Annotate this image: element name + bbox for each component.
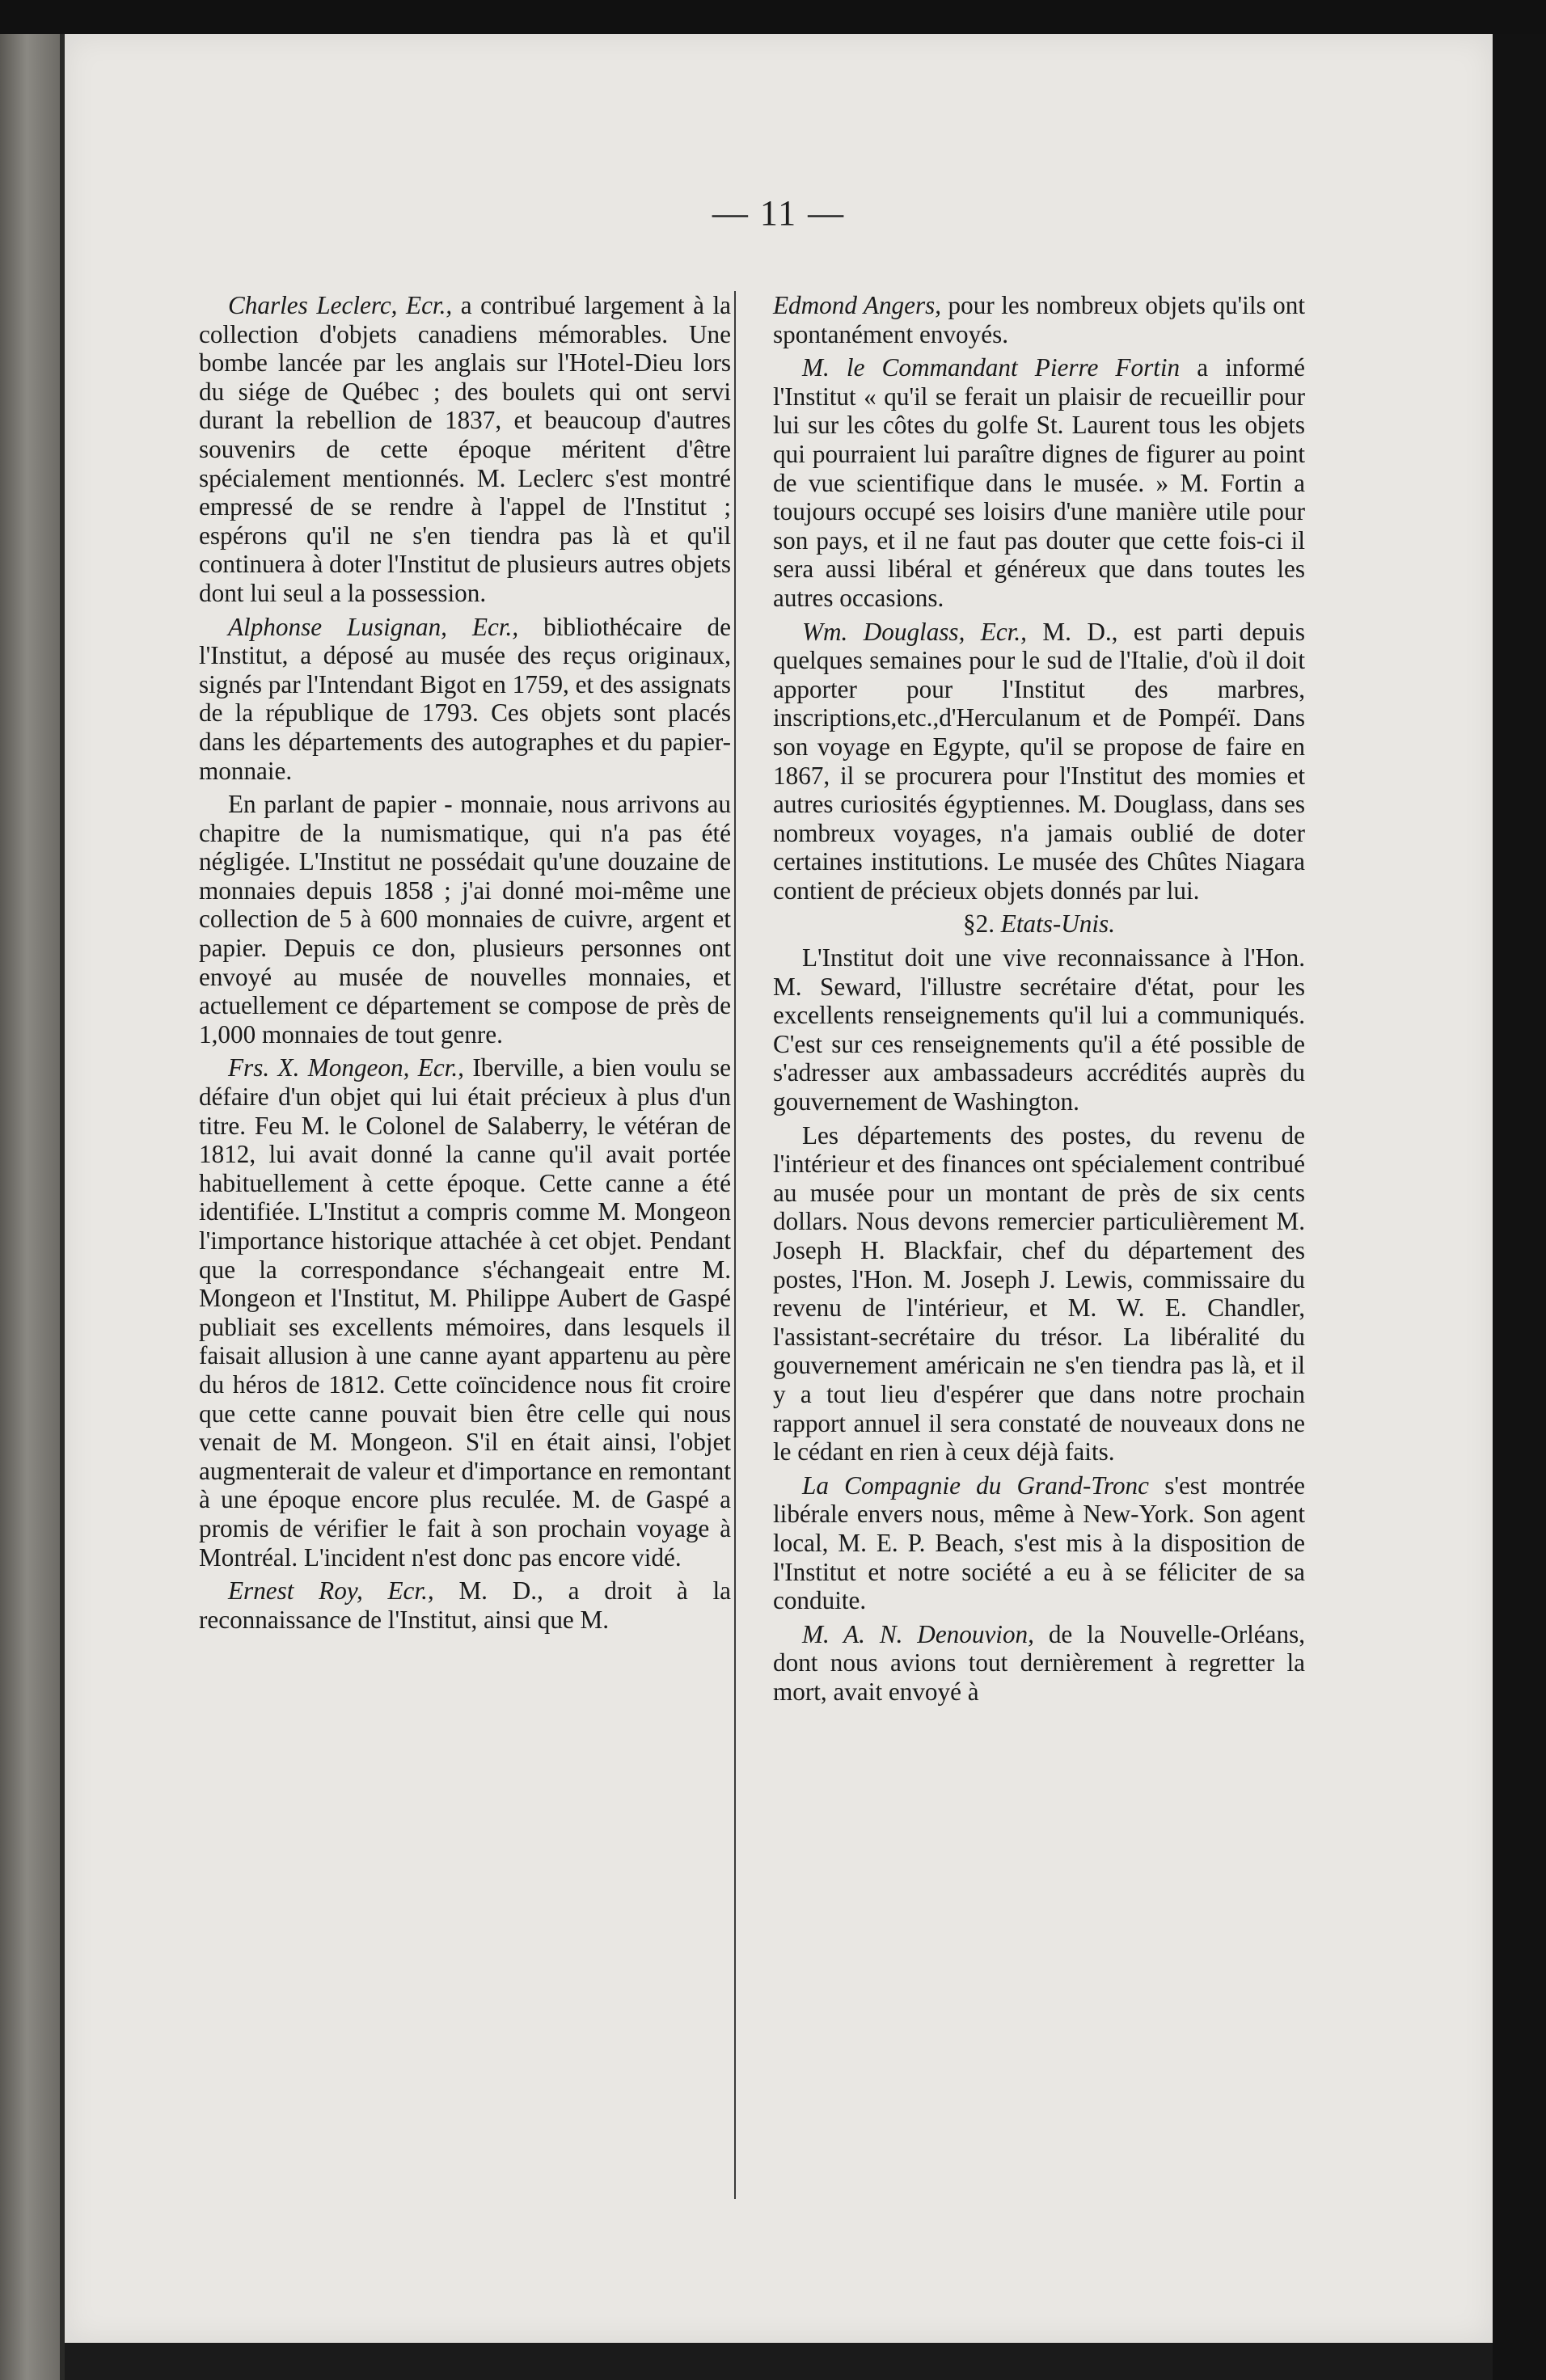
paragraph-lusignan	[199, 613, 731, 786]
donor-name: Ernest Roy, Ecr.,	[228, 1576, 434, 1606]
paragraph-text: s'est montrée libérale envers nous, même à New-York. Son agent local, M. E. P. Beach, s'est mis à la disposition de l'Institut et notre société a eu à se féliciter de sa conduite.	[773, 1471, 1305, 1615]
paragraph-fortin	[773, 353, 1305, 612]
donor-name: Frs. X. Mongeon, Ecr.,	[228, 1053, 464, 1082]
section-number: §2.	[963, 909, 995, 939]
paragraph-text: a contribué largement à la collection d'objets canadiens mémorables. Une bombe lancée par les anglais sur l'Hotel-Dieu lors du siége de Québec ; des boulets qui ont servi durant la rebellion de 1837, et beaucoup d'autres souvenirs de cette époque méritent d'être spécialement mentionnés. M. Leclerc s'est montré empressé de se rendre à l'appel de l'Institut ; espérons qu'il ne s'en tiendra pas là et qu'il continuera à doter l'Institut de plusieurs autres objets dont lui seul a la possession.	[199, 291, 732, 607]
scan-top-border	[0, 0, 1546, 34]
donor-name: M. A. N. Denouvion,	[802, 1619, 1034, 1648]
paragraph-douglass	[773, 618, 1305, 905]
paragraph-angers	[773, 291, 1305, 348]
paragraph-departements	[773, 1121, 1305, 1466]
book-page	[65, 34, 1493, 2343]
paragraph-text: a informé l'Institut « qu'il se ferait un plaisir de recueillir pour lui sur les côtes du golfe St. Laurent tous les objets qui pourraient lui paraître dignes de figurer au point de vue scientifique dans le musée. » M. Fortin a toujours occupé ses loisirs d'une manière utile pour son pays, et il ne faut pas douter que cette fois-ci il sera aussi libéral et généreux que dans toutes les autres occasions.	[773, 353, 1305, 612]
donor-name: M. le Commandant Pierre Fortin	[802, 353, 1181, 382]
right-column	[773, 291, 1305, 1711]
paragraph-text: bibliothécaire de l'Institut, a déposé au musée des reçus originaux, signés par l'Intendant Bigot en 1759, et des assignats de la république de 1793. Ces objets sont placés dans les départements des autographes et du papier-monnaie.	[199, 612, 731, 785]
donor-name: Edmond Angers,	[773, 291, 942, 319]
paragraph-denouvion	[773, 1620, 1305, 1707]
paragraph-text: L'Institut doit une vive reconnaissance à l'Hon. M. Seward, l'illustre secrétaire d'état, pour les excellents renseignements qu'il lui a communiqués. C'est sur ces renseignements qu'il a été possible de s'adresser aux ambassadeurs accrédités auprès du gouvernement de Washington.	[773, 943, 1305, 1116]
paragraph-seward	[773, 943, 1305, 1116]
page-number: — 11 —	[712, 193, 846, 233]
paragraph-text: Iberville, a bien voulu se défaire d'un objet qui lui était précieux à plus d'un titre. Feu M. le Colonel de Salaberry, le vétéran de 1812, lui avait donné la canne qu'il avait portée habituellement à cette époque. Cette canne a été identifiée. L'Institut a compris comme M. Mongeon l'importance historique attachée à cet objet. Pendant que la correspondance s'échangeait entre M. Mongeon et l'Institut, M. Philippe Aubert de Gaspé publiait ses excellents mémoires, dans lesquels il faisait allusion à une canne ayant appartenu au père du héros de 1812. Cette coïncidence nous fit croire que cette canne pouvait bien être celle qui nous venait de M. Mongeon. S'il en était ainsi, l'objet augmenterait de valeur et d'importance en remontant à une époque encore plus reculée. M. de Gaspé a promis de vérifier le fait à son prochain voyage à Montréal. L'incident n'est donc pas encore vidé.	[199, 1053, 731, 1572]
paragraph-text: M. D., a droit à la reconnaissance de l'Institut, ainsi que M.	[199, 1576, 731, 1634]
column-divider	[734, 291, 736, 2199]
paragraph-leclerc	[199, 291, 731, 608]
section-heading	[773, 909, 1305, 939]
paragraph-text: En parlant de papier - monnaie, nous arrivons au chapitre de la numismatique, qui n'a pas été négligée. L'Institut ne possédait qu'une douzaine de monnaies depuis 1858 ; j'ai donné moi-même une collection de 5 à 600 monnaies de cuivre, argent et papier. Depuis ce don, plusieurs personnes ont envoyé au musée de nouvelles monnaies, et actuellement ce département se compose de près de 1,000 monnaies de tout genre.	[199, 790, 731, 1049]
scan-right-border	[1493, 34, 1546, 2380]
donor-name: La Compagnie du Grand-Tronc	[802, 1471, 1149, 1500]
section-title: Etats-Unis.	[1000, 909, 1115, 939]
paragraph-numismatique	[199, 790, 731, 1049]
paragraph-text: de la Nouvelle-Orléans, dont nous avions tout dernièrement à regretter la mort, avait envoyé à	[773, 1619, 1306, 1706]
paragraph-text: Les départements des postes, du revenu de l'intérieur et des finances ont spécialement contribué au musée pour un montant de près de six cents dollars. Nous devons remercier particulièrement M. Joseph H. Blackfair, chef du département des postes, l'Hon. M. Joseph J. Lewis, commissaire du revenu de l'intérieur, et M. W. E. Chandler, l'assistant-secrétaire du trésor. La libéralité du gouvernement américain ne s'en tiendra pas là, et il y a tout lieu d'espérer que dans notre prochain rapport annuel il sera constaté de nouveaux dons ne le cédant en rien à ceux déjà faits.	[773, 1120, 1305, 1466]
adjacent-page-edge	[0, 34, 60, 2380]
paragraph-text: M. D., est parti depuis quelques semaines pour le sud de l'Italie, d'où il doit apporter pour l'Institut des marbres, inscriptions,etc.,d'Herculanum et de Pompéï. Dans son voyage en Egypte, qu'il se propose de faire en 1867, il se procurera pour l'Institut des momies et autres curiosités égyptiennes. M. Douglass, dans ses nombreux voyages, n'a jamais oublié de doter certaines institutions. Le musée des Chûtes Niagara contient de précieux objets donnés par lui.	[773, 617, 1305, 905]
paragraph-roy	[199, 1576, 731, 1634]
donor-name: Alphonse Lusignan, Ecr.,	[228, 612, 519, 641]
left-column	[199, 291, 731, 1639]
paragraph-mongeon	[199, 1053, 731, 1572]
donor-name: Charles Leclerc, Ecr.,	[228, 291, 453, 319]
paragraph-grand-tronc	[773, 1471, 1305, 1615]
donor-name: Wm. Douglass, Ecr.,	[802, 617, 1027, 646]
paragraph-text: pour les nombreux objets qu'ils ont spontanément envoyés.	[773, 291, 1305, 348]
